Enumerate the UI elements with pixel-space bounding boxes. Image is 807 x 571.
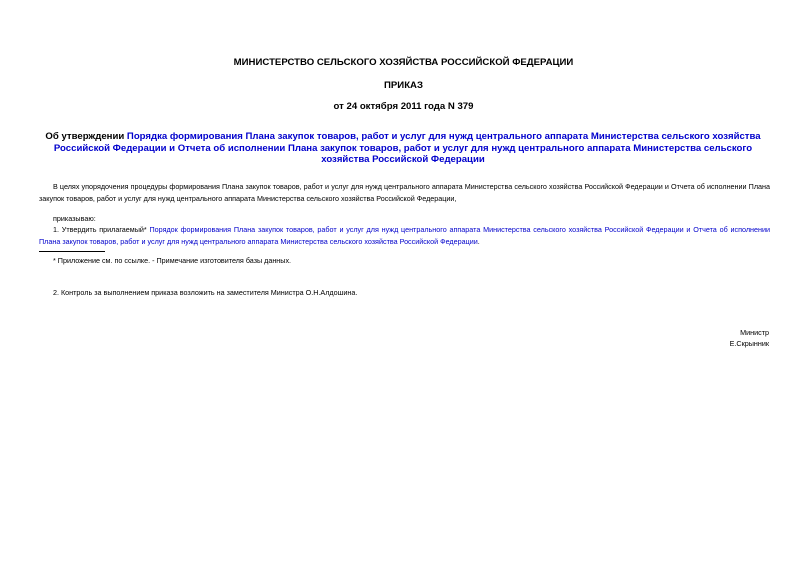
document-title [36,131,770,166]
footnote-text: * Приложение см. по ссылке. - Примечание изготовителя базы данных. [53,256,292,265]
item-1-paragraph [39,224,770,247]
item-1-suffix: . [477,236,480,246]
document-type-heading: ПРИКАЗ [384,80,423,91]
signature-position: Министр [740,328,769,337]
item-2-paragraph: 2. Контроль за выполнением приказа возложить на заместителя Министра О.Н.Алдошина. [53,288,358,297]
item-1-prefix: 1. Утвердить прилагаемый* [53,225,150,234]
footnote-divider [39,251,105,252]
signature-name: Е.Скрынник [729,339,769,348]
title-link[interactable]: Порядка формирования Плана закупок товаров, работ и услуг для нужд центрального аппарата Министерства сельского хозяйства Российской Федерации и Отчета об исполнении Плана закупок товаров, работ и услуг для нужд центрального аппарата Министерства сельского хозяйства Российской Федерации [53,131,761,165]
document-date-number: от 24 октября 2011 года N 379 [333,101,474,112]
ministry-heading: МИНИСТЕРСТВО СЕЛЬСКОГО ХОЗЯЙСТВА РОССИЙСКОЙ ФЕДЕРАЦИИ [233,57,574,68]
item-1-link[interactable]: Порядок формирования Плана закупок товаров, работ и услуг для нужд центрального аппарата Министерства сельского хозяйства Российской Федерации и Отчета об исполнении Плана закупок товаров, работ и услуг для нужд центрального аппарата Министерства сельского хозяйства Российской Федерации [39,225,770,246]
order-word: приказываю: [53,214,96,223]
title-prefix: Об утверждении [45,131,127,142]
preamble-paragraph: В целях упорядочения процедуры формирования Плана закупок товаров, работ и услуг для нужд центрального аппарата Министерства сельского хозяйства Российской Федерации и Отчета об исполнении Плана закупок товаров, работ и услуг для нужд центрального аппарата Министерства сельского хозяйства Российской Федерации, [39,182,770,203]
